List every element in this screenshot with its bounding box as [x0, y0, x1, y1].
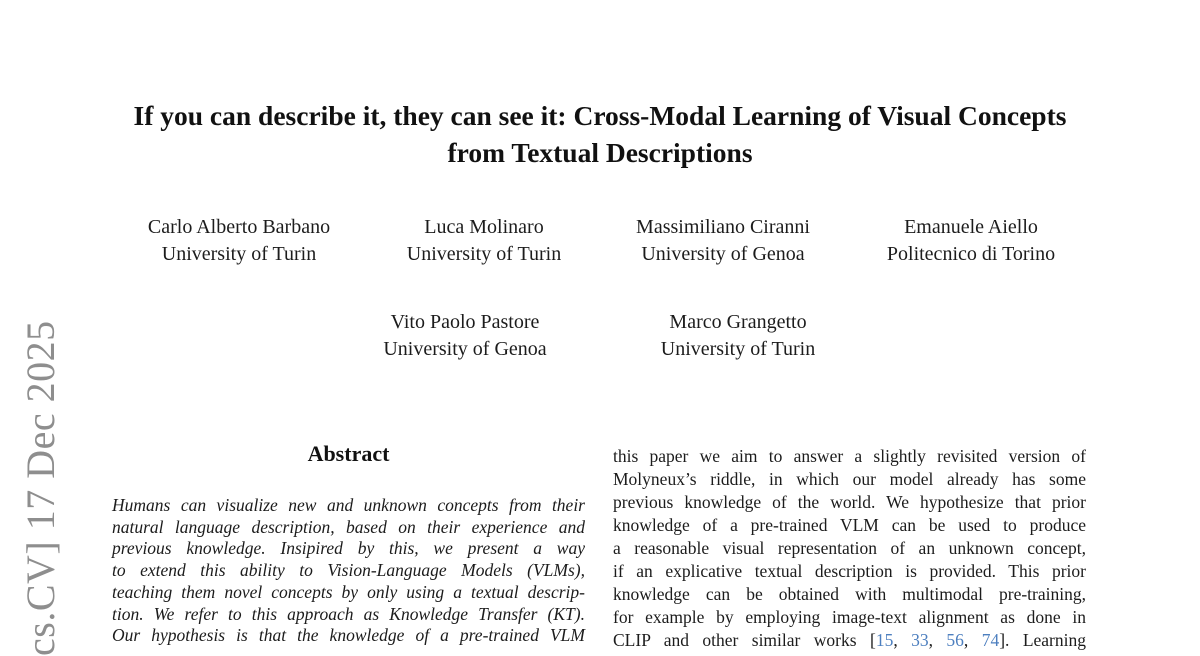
author-affiliation: Politecnico di Torino [886, 243, 1056, 265]
author-affiliation: University of Turin [406, 243, 562, 265]
arxiv-watermark: cs.CV] 17 Dec 2025 [18, 320, 63, 656]
author-affiliation: University of Turin [660, 338, 816, 360]
citation-link[interactable]: 15 [875, 630, 894, 650]
author-block [407, 214, 561, 268]
author-block [887, 214, 1055, 268]
paper-title-line2: from Textual Descriptions [447, 137, 753, 168]
author-name: Massimiliano Ciranni [636, 216, 810, 238]
author-block [383, 309, 546, 363]
abstract-heading: Abstract [307, 441, 390, 466]
body-text-line: previous knowledge of the world. We hypothesize that prior [613, 492, 1086, 512]
author-block [148, 214, 330, 268]
citation-line-suffix: ]. Learning [999, 630, 1086, 650]
citation-line-prefix: CLIP and other similar works [ [613, 630, 876, 650]
body-text-line: knowledge can be obtained with multimodal pre-training, [613, 584, 1086, 604]
body-text-column [613, 445, 1086, 652]
paper-title [0, 97, 1200, 171]
author-block [636, 214, 810, 268]
author-name: Carlo Alberto Barbano [147, 216, 331, 238]
citation-separator: , [928, 630, 947, 650]
author-affiliation: University of Turin [161, 243, 317, 265]
abstract-line: teaching them novel concepts by only using a textual descrip- [112, 581, 585, 602]
citation-link[interactable]: 56 [946, 630, 964, 650]
abstract-body [112, 495, 585, 647]
author-affiliation: University of Genoa [383, 338, 547, 360]
body-text-line-with-citations [613, 629, 1086, 652]
citation-link[interactable]: 33 [911, 630, 929, 650]
body-text-line: this paper we aim to answer a slightly revisited version of [613, 446, 1086, 466]
abstract-line: Humans can visualize new and unknown concepts from their [112, 495, 585, 515]
abstract-line: to extend this ability to Vision-Language Models (VLMs), [112, 560, 585, 581]
abstract-line: natural language description, based on their experience and [112, 516, 585, 537]
author-affiliation: University of Genoa [641, 243, 805, 265]
body-text-line: for example by employing image-text alignment as done in [613, 607, 1086, 627]
author-name: Marco Grangetto [669, 311, 807, 333]
abstract-line: Our hypothesis is that the knowledge of a pre-trained VLM [112, 625, 585, 646]
body-text-line: Molyneux’s riddle, in which our model already has some [613, 469, 1086, 489]
body-text-line: knowledge of a pre-trained VLM can be used to produce [613, 515, 1086, 535]
body-text-line: a reasonable visual representation of an unknown concept, [613, 538, 1086, 558]
author-name: Emanuele Aiello [904, 216, 1038, 238]
citation-separator: , [963, 630, 982, 650]
body-text-line: if an explicative textual description is provided. This prior [613, 561, 1086, 581]
citation-link[interactable]: 74 [981, 630, 1000, 650]
citation-separator: , [893, 630, 912, 650]
author-block [661, 309, 815, 363]
paper-title-line1: If you can describe it, they can see it: Cross-Modal Learning of Visual Concepts [133, 100, 1067, 131]
author-name: Vito Paolo Pastore [390, 311, 540, 333]
author-name: Luca Molinaro [424, 216, 544, 238]
abstract-line: tion. We refer to this approach as Knowledge Transfer (KT). [112, 603, 585, 624]
abstract-line: previous knowledge. Insipired by this, we present a way [112, 538, 585, 559]
